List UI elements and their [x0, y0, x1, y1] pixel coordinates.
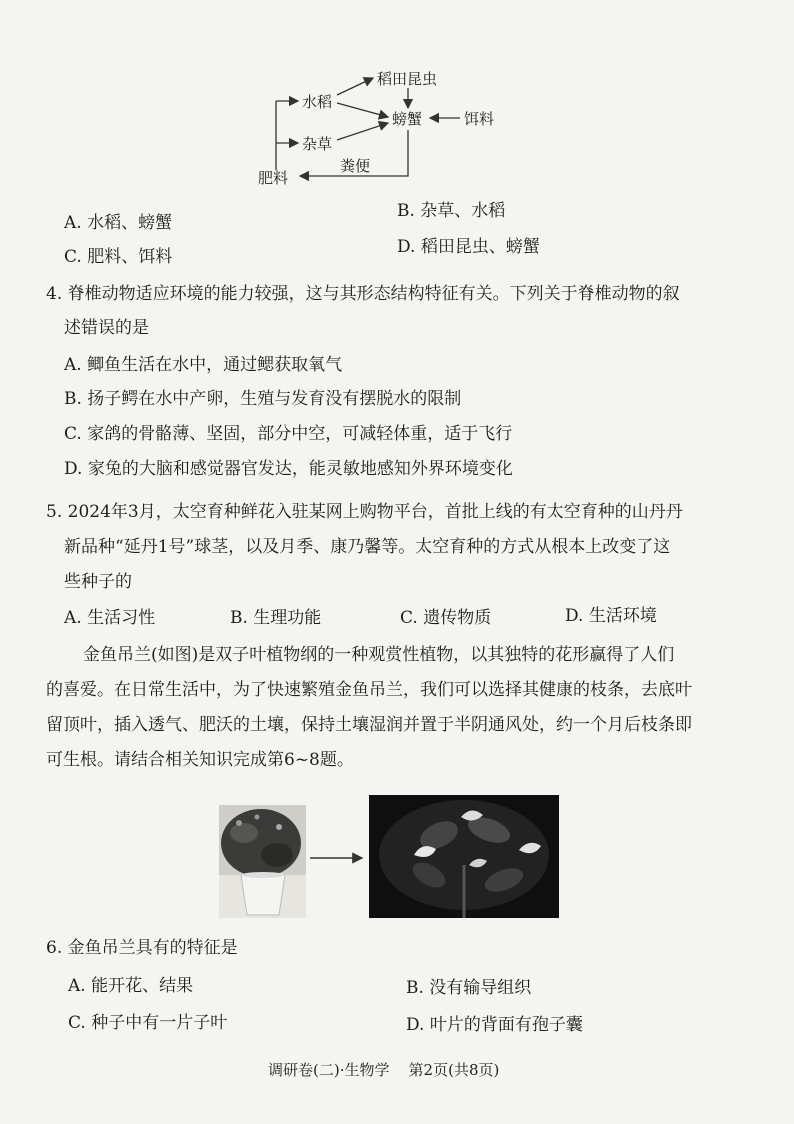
q3-option-b: B. 杂草、水稻	[397, 201, 506, 221]
q5-option-a: A. 生活习性	[64, 608, 156, 628]
node-rice: 水稻	[302, 93, 333, 111]
arrow-rice-crab	[337, 103, 388, 117]
node-insect: 稻田昆虫	[377, 70, 438, 88]
q4-option-c: C. 家鸽的骨骼薄、坚固，部分中空，可减轻体重，适于飞行	[64, 424, 513, 444]
plant-pot-photo	[219, 805, 306, 918]
flower-closeup-photo	[369, 795, 559, 918]
q6-option-c: C. 种子中有一片子叶	[68, 1013, 228, 1033]
q3-option-c: C. 肥料、饵料	[64, 247, 173, 267]
node-crab: 螃蟹	[392, 110, 423, 128]
passage-line1: 金鱼吊兰(如图)是双子叶植物纲的一种观赏性植物，以其独特的花形赢得了人们	[83, 645, 675, 665]
q4-stem-line2: 述错误的是	[64, 318, 149, 338]
q4-option-d: D. 家兔的大脑和感觉器官发达，能灵敏地感知外界环境变化	[64, 459, 513, 479]
passage-line4: 可生根。请结合相关知识完成第6~8题。	[46, 750, 354, 770]
q4-option-a: A. 鲫鱼生活在水中，通过鳃获取氧气	[64, 355, 343, 375]
edge-label-feces: 粪便	[340, 157, 371, 175]
q5-option-d: D. 生活环境	[565, 606, 657, 626]
node-fertilizer: 肥料	[258, 169, 289, 187]
food-web-diagram	[0, 0, 794, 200]
arrow-rice-insect	[337, 78, 373, 95]
q6-option-b: B. 没有输导组织	[406, 978, 532, 998]
q5-stem-line3: 些种子的	[64, 572, 132, 592]
q6-option-d: D. 叶片的背面有孢子囊	[406, 1015, 583, 1035]
q3-option-d: D. 稻田昆虫、螃蟹	[397, 237, 540, 257]
q4-stem-line1: 4. 脊椎动物适应环境的能力较强，这与其形态结构特征有关。下列关于脊椎动物的叙	[46, 284, 680, 304]
q4-option-b: B. 扬子鳄在水中产卵，生殖与发育没有摆脱水的限制	[64, 389, 462, 409]
passage-line2: 的喜爱。在日常生活中，为了快速繁殖金鱼吊兰，我们可以选择其健康的枝条，去底叶	[46, 680, 692, 700]
page-footer: 调研卷(二)·生物学 第2页(共8页)	[268, 1061, 500, 1079]
node-weed: 杂草	[302, 135, 333, 153]
arrow-weed-crab	[337, 123, 388, 140]
passage-line3: 留顶叶，插入透气、肥沃的土壤，保持土壤湿润并置于半阴通风处，约一个月后枝条即	[46, 715, 692, 735]
q5-option-c: C. 遗传物质	[400, 608, 492, 628]
q3-option-a: A. 水稻、螃蟹	[64, 213, 173, 233]
q6-option-a: A. 能开花、结果	[68, 976, 194, 996]
q5-option-b: B. 生理功能	[230, 608, 322, 628]
q5-stem-line2: 新品种“延丹1号”球茎，以及月季、康乃馨等。太空育种的方式从根本上改变了这	[64, 537, 671, 557]
q6-stem: 6. 金鱼吊兰具有的特征是	[46, 938, 238, 958]
node-feed: 饵料	[464, 110, 495, 128]
q5-stem-line1: 5. 2024年3月，太空育种鲜花入驻某网上购物平台，首批上线的有太空育种的山丹丹	[46, 502, 683, 522]
